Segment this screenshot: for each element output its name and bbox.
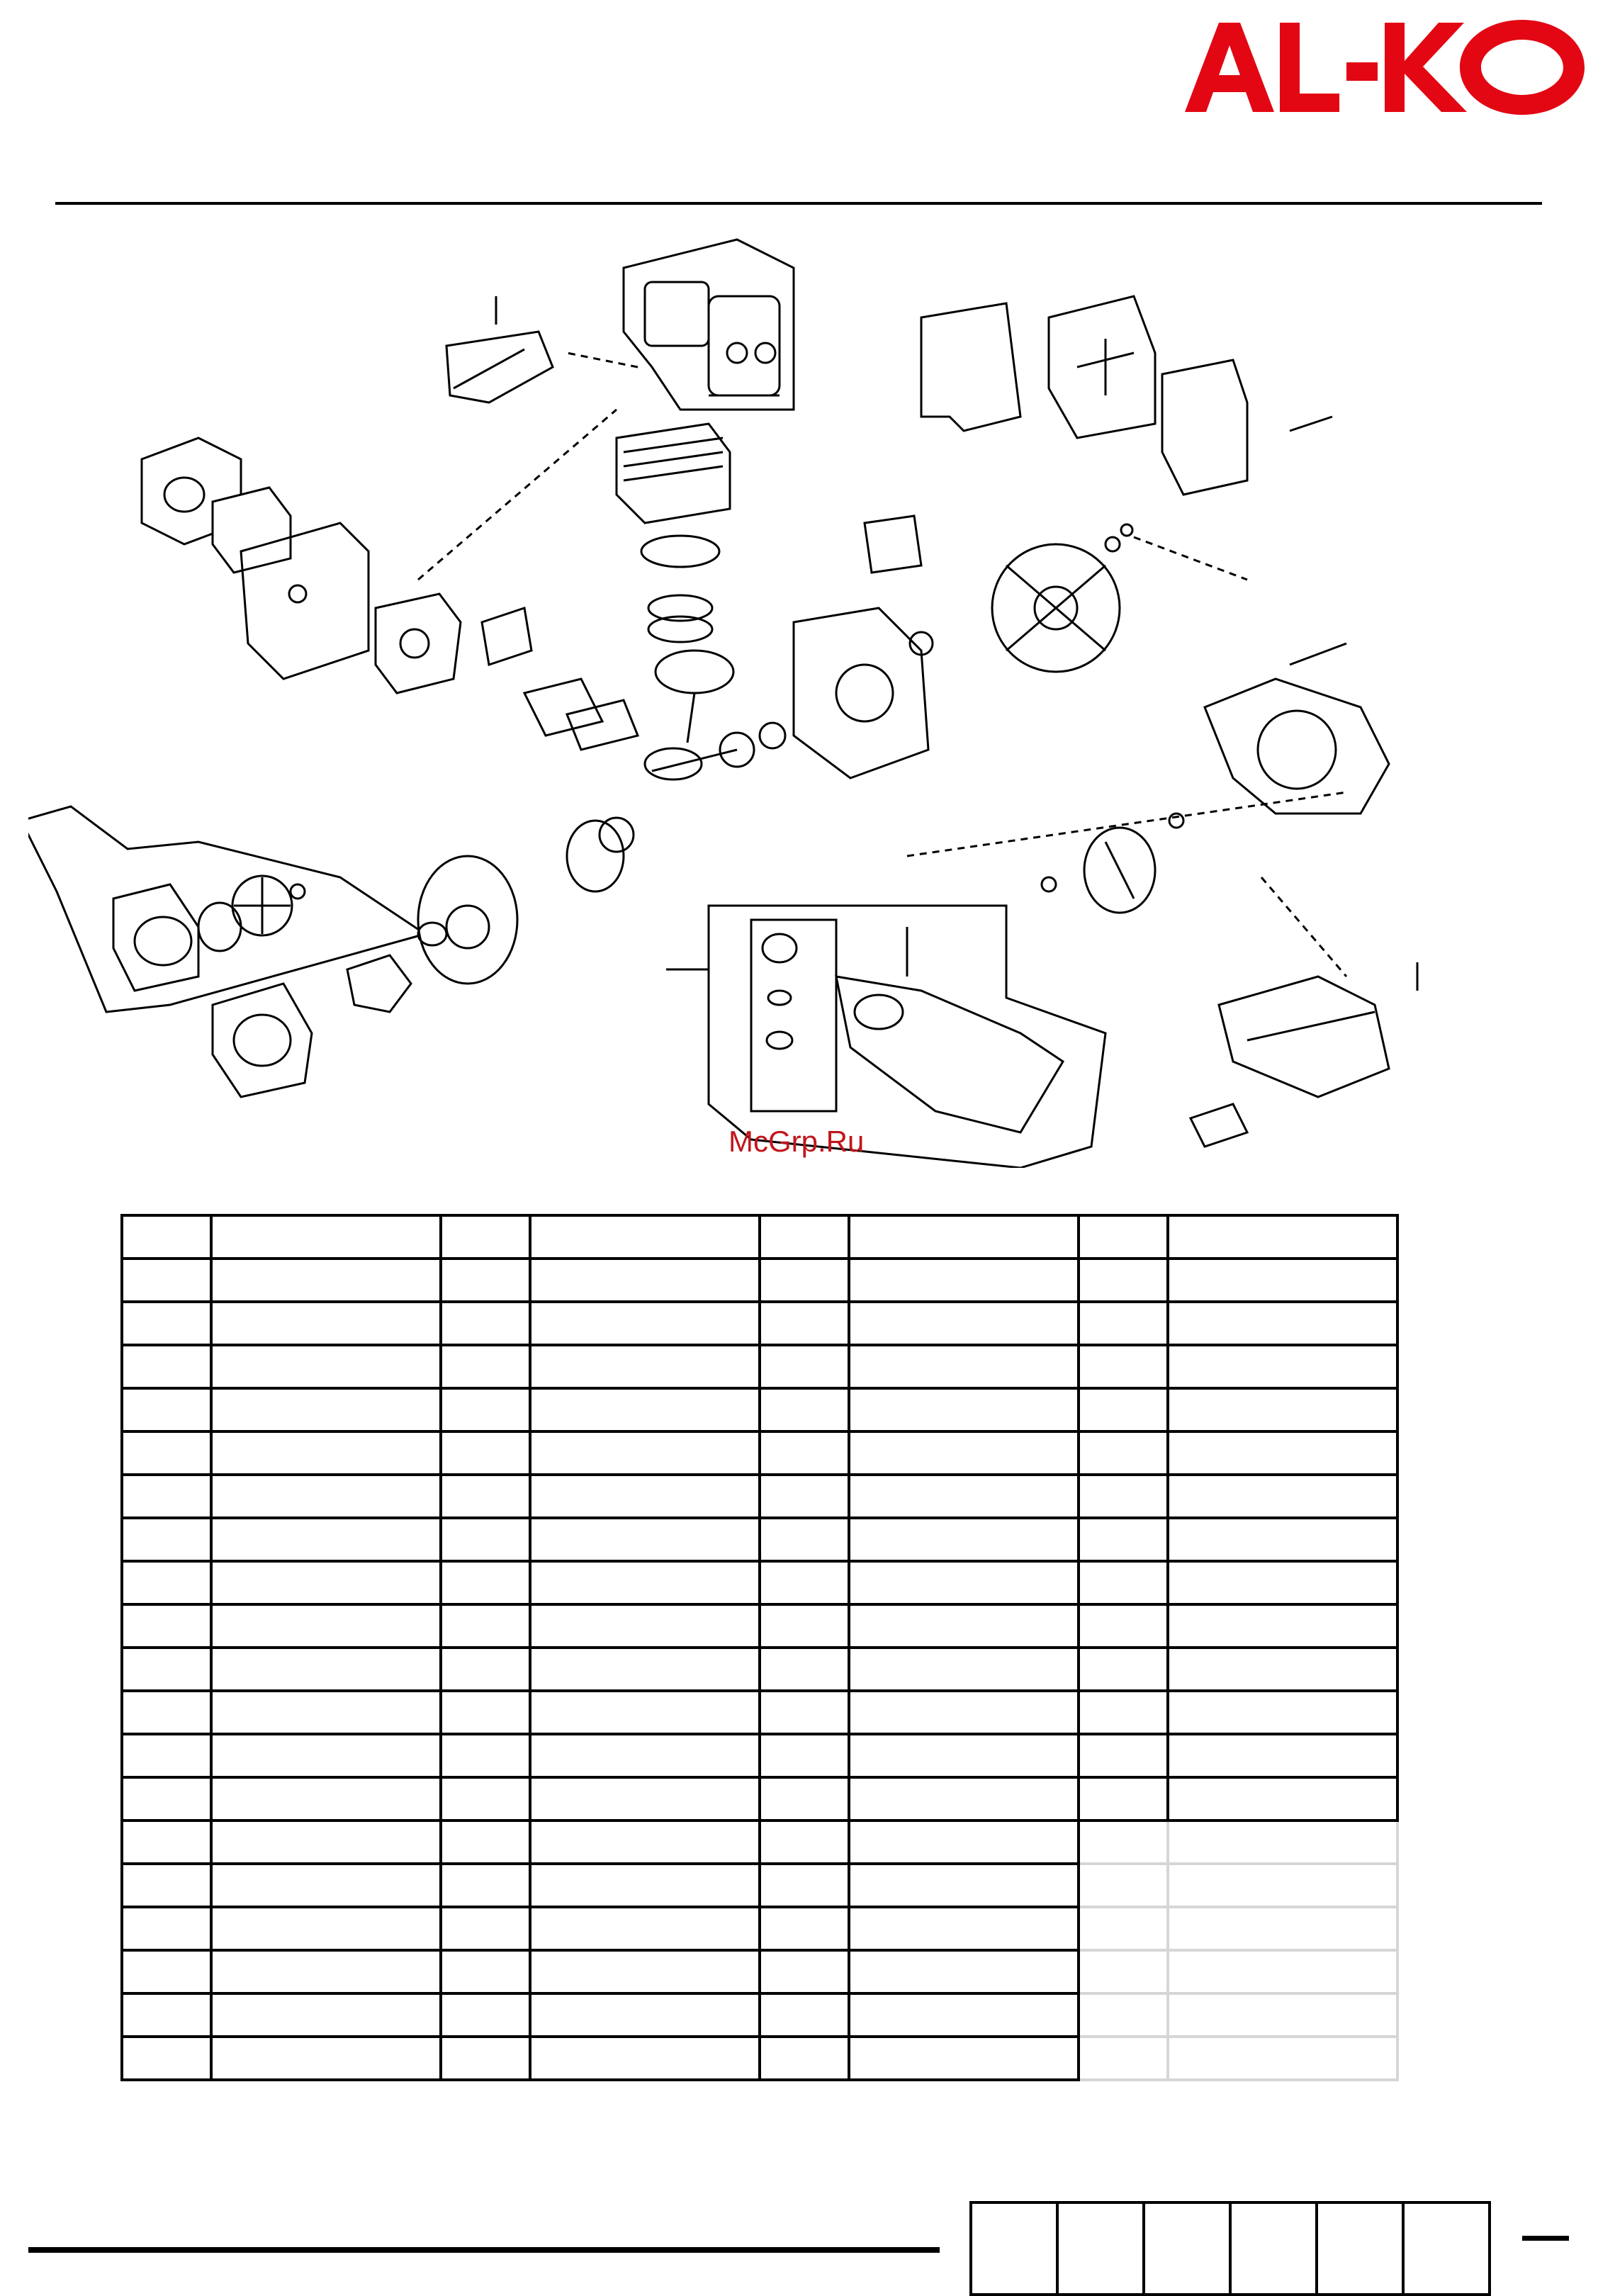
footer-rule xyxy=(28,2247,940,2253)
table-cell xyxy=(211,2037,441,2080)
table-cell xyxy=(849,1648,1079,1691)
page-box-cell xyxy=(971,2202,1057,2295)
table-cell xyxy=(441,1215,530,1259)
table-cell xyxy=(760,2037,849,2080)
table-cell xyxy=(760,1950,849,1993)
table-cell xyxy=(1168,1993,1397,2037)
table-cell xyxy=(441,1648,530,1691)
table-cell xyxy=(760,1604,849,1648)
table-row xyxy=(122,1864,1397,1907)
table-cell xyxy=(122,1691,211,1734)
table-cell xyxy=(441,1561,530,1604)
table-cell xyxy=(211,1561,441,1604)
table-cell xyxy=(760,1691,849,1734)
table-cell xyxy=(441,1950,530,1993)
table-cell xyxy=(1168,1388,1397,1431)
table-cell xyxy=(530,2037,760,2080)
table-row xyxy=(122,1691,1397,1734)
table-cell xyxy=(760,1648,849,1691)
table-cell xyxy=(122,1864,211,1907)
table-cell xyxy=(441,1864,530,1907)
table-cell xyxy=(849,1864,1079,1907)
table-cell xyxy=(1168,1345,1397,1388)
table-cell xyxy=(530,1777,760,1821)
table-cell xyxy=(1079,1993,1168,2037)
table-row xyxy=(122,1388,1397,1431)
table-cell xyxy=(849,1215,1079,1259)
table-cell xyxy=(211,1345,441,1388)
table-cell xyxy=(122,1993,211,2037)
table-row xyxy=(122,1259,1397,1302)
page-info-box xyxy=(969,2201,1491,2296)
table-cell xyxy=(530,1691,760,1734)
table-cell xyxy=(122,1302,211,1345)
table-cell xyxy=(211,1215,441,1259)
table-cell xyxy=(122,1907,211,1950)
table-cell xyxy=(122,1777,211,1821)
table-cell xyxy=(441,1777,530,1821)
table-cell xyxy=(1079,1388,1168,1431)
table-cell xyxy=(122,1259,211,1302)
table-cell xyxy=(849,1431,1079,1475)
table-cell xyxy=(441,1691,530,1734)
table-cell xyxy=(441,1475,530,1518)
table-cell xyxy=(441,1604,530,1648)
table-cell xyxy=(849,1388,1079,1431)
table-cell xyxy=(849,2037,1079,2080)
table-cell xyxy=(849,1691,1079,1734)
table-cell xyxy=(530,1648,760,1691)
table-cell xyxy=(1168,1734,1397,1777)
table-cell xyxy=(1168,1648,1397,1691)
table-cell xyxy=(211,1475,441,1518)
table-cell xyxy=(211,1691,441,1734)
table-cell xyxy=(760,1215,849,1259)
exploded-parts-diagram xyxy=(28,225,1453,1168)
table-cell xyxy=(1079,2037,1168,2080)
table-cell xyxy=(122,1518,211,1561)
table-cell xyxy=(760,1475,849,1518)
table-cell xyxy=(122,1215,211,1259)
table-cell xyxy=(1168,1215,1397,1259)
table-row xyxy=(122,1950,1397,1993)
table-cell xyxy=(211,1648,441,1691)
crankcase-drawing xyxy=(760,516,933,778)
page-box-cell xyxy=(1144,2202,1230,2295)
table-cell xyxy=(122,1950,211,1993)
table-cell xyxy=(1168,1864,1397,1907)
table-cell xyxy=(849,1821,1079,1864)
carburetor-drawing xyxy=(376,594,638,750)
table-cell xyxy=(441,1259,530,1302)
table-cell xyxy=(530,1215,760,1259)
al-ko-logo xyxy=(1182,17,1598,130)
table-cell xyxy=(760,1302,849,1345)
table-cell xyxy=(211,1431,441,1475)
table-cell xyxy=(760,1993,849,2037)
table-cell xyxy=(211,1259,441,1302)
table-cell xyxy=(1168,1691,1397,1734)
table-cell xyxy=(530,1864,760,1907)
table-cell xyxy=(1079,1950,1168,1993)
table-cell xyxy=(1168,2037,1397,2080)
page-box-row xyxy=(971,2202,1490,2295)
table-cell xyxy=(1079,1302,1168,1345)
table-cell xyxy=(441,1345,530,1388)
table-cell xyxy=(1168,1821,1397,1864)
page-box-cell xyxy=(1057,2202,1144,2295)
table-row xyxy=(122,1907,1397,1950)
watermark: McGrp.Ru xyxy=(728,1125,865,1158)
table-cell xyxy=(1079,1259,1168,1302)
table-cell xyxy=(441,2037,530,2080)
table-cell xyxy=(760,1431,849,1475)
parts-table xyxy=(120,1214,1399,2081)
table-row xyxy=(122,1993,1397,2037)
table-cell xyxy=(1079,1821,1168,1864)
table-cell xyxy=(1079,1345,1168,1388)
table-cell xyxy=(122,1561,211,1604)
table-row xyxy=(122,2037,1397,2080)
flywheel-drawing xyxy=(992,524,1247,672)
table-cell xyxy=(1168,1475,1397,1518)
table-cell xyxy=(760,1259,849,1302)
table-cell xyxy=(760,1561,849,1604)
page-box-cell xyxy=(1317,2202,1403,2295)
page-number-dash xyxy=(1522,2236,1569,2241)
table-cell xyxy=(1079,1648,1168,1691)
table-cell xyxy=(530,1561,760,1604)
table-cell xyxy=(211,1604,441,1648)
table-cell xyxy=(849,1993,1079,2037)
crankshaft-drawing xyxy=(418,733,754,984)
table-cell xyxy=(211,1518,441,1561)
support-base-drawing xyxy=(1191,877,1417,1147)
table-cell xyxy=(1079,1777,1168,1821)
table-cell xyxy=(849,1950,1079,1993)
table-cell xyxy=(530,1475,760,1518)
table-cell xyxy=(1079,1734,1168,1777)
table-cell xyxy=(530,1950,760,1993)
page-box-cell xyxy=(1403,2202,1490,2295)
table-cell xyxy=(1168,1431,1397,1475)
table-cell xyxy=(211,1993,441,2037)
table-cell xyxy=(530,1518,760,1561)
table-cell xyxy=(1168,1259,1397,1302)
table-cell xyxy=(122,1431,211,1475)
table-cell xyxy=(849,1518,1079,1561)
table-cell xyxy=(760,1907,849,1950)
table-cell xyxy=(441,1907,530,1950)
table-cell xyxy=(849,1734,1079,1777)
lower-gasket-drawing xyxy=(213,923,446,1097)
table-cell xyxy=(1079,1604,1168,1648)
page-box-cell xyxy=(1230,2202,1317,2295)
top-cap-drawing xyxy=(446,296,553,403)
table-cell xyxy=(211,1734,441,1777)
table-row xyxy=(122,1475,1397,1518)
table-cell xyxy=(530,1993,760,2037)
table-cell xyxy=(211,1950,441,1993)
table-row xyxy=(122,1345,1397,1388)
muffler-drawing xyxy=(921,296,1332,495)
table-cell xyxy=(1168,1518,1397,1561)
table-cell xyxy=(441,1734,530,1777)
table-cell xyxy=(122,2037,211,2080)
table-row xyxy=(122,1648,1397,1691)
table-cell xyxy=(760,1777,849,1821)
table-row xyxy=(122,1604,1397,1648)
table-cell xyxy=(211,1777,441,1821)
table-cell xyxy=(1079,1215,1168,1259)
table-cell xyxy=(849,1907,1079,1950)
table-cell xyxy=(122,1604,211,1648)
table-cell xyxy=(760,1821,849,1864)
table-cell xyxy=(441,1388,530,1431)
table-cell xyxy=(530,1431,760,1475)
table-cell xyxy=(211,1821,441,1864)
table-cell xyxy=(1168,1777,1397,1821)
table-cell xyxy=(122,1734,211,1777)
table-row xyxy=(122,1215,1397,1259)
header-rule xyxy=(55,202,1542,205)
table-cell xyxy=(441,1993,530,2037)
table-cell xyxy=(1168,1604,1397,1648)
table-row xyxy=(122,1734,1397,1777)
table-cell xyxy=(1079,1907,1168,1950)
table-cell xyxy=(530,1821,760,1864)
table-cell xyxy=(760,1864,849,1907)
table-cell xyxy=(211,1302,441,1345)
table-cell xyxy=(530,1302,760,1345)
table-cell xyxy=(211,1388,441,1431)
table-cell xyxy=(849,1475,1079,1518)
table-cell xyxy=(760,1388,849,1431)
table-cell xyxy=(530,1907,760,1950)
table-cell xyxy=(122,1821,211,1864)
table-cell xyxy=(441,1821,530,1864)
table-row xyxy=(122,1561,1397,1604)
table-row xyxy=(122,1821,1397,1864)
table-cell xyxy=(1079,1864,1168,1907)
table-cell xyxy=(122,1388,211,1431)
table-cell xyxy=(211,1907,441,1950)
table-cell xyxy=(1079,1475,1168,1518)
table-row xyxy=(122,1777,1397,1821)
table-cell xyxy=(849,1345,1079,1388)
table-cell xyxy=(849,1561,1079,1604)
table-cell xyxy=(530,1734,760,1777)
table-cell xyxy=(1079,1431,1168,1475)
table-cell xyxy=(1168,1907,1397,1950)
table-row xyxy=(122,1431,1397,1475)
table-cell xyxy=(530,1388,760,1431)
table-cell xyxy=(849,1302,1079,1345)
table-cell xyxy=(1168,1561,1397,1604)
table-cell xyxy=(1168,1950,1397,1993)
table-cell xyxy=(1079,1561,1168,1604)
table-cell xyxy=(530,1604,760,1648)
table-row xyxy=(122,1518,1397,1561)
table-cell xyxy=(530,1259,760,1302)
table-cell xyxy=(849,1259,1079,1302)
table-cell xyxy=(122,1648,211,1691)
table-cell xyxy=(1168,1302,1397,1345)
table-cell xyxy=(211,1864,441,1907)
table-cell xyxy=(760,1345,849,1388)
table-cell xyxy=(530,1345,760,1388)
table-cell xyxy=(441,1431,530,1475)
engine-cover-drawing xyxy=(567,240,794,410)
table-cell xyxy=(849,1604,1079,1648)
table-row xyxy=(122,1302,1397,1345)
table-cell xyxy=(1079,1691,1168,1734)
table-cell xyxy=(849,1777,1079,1821)
table-cell xyxy=(122,1475,211,1518)
table-cell xyxy=(760,1518,849,1561)
fan-housing-drawing xyxy=(1205,643,1389,814)
air-filter-drawing xyxy=(142,438,368,679)
table-cell xyxy=(760,1734,849,1777)
table-cell xyxy=(441,1518,530,1561)
table-cell xyxy=(441,1302,530,1345)
table-cell xyxy=(122,1345,211,1388)
table-cell xyxy=(1079,1518,1168,1561)
